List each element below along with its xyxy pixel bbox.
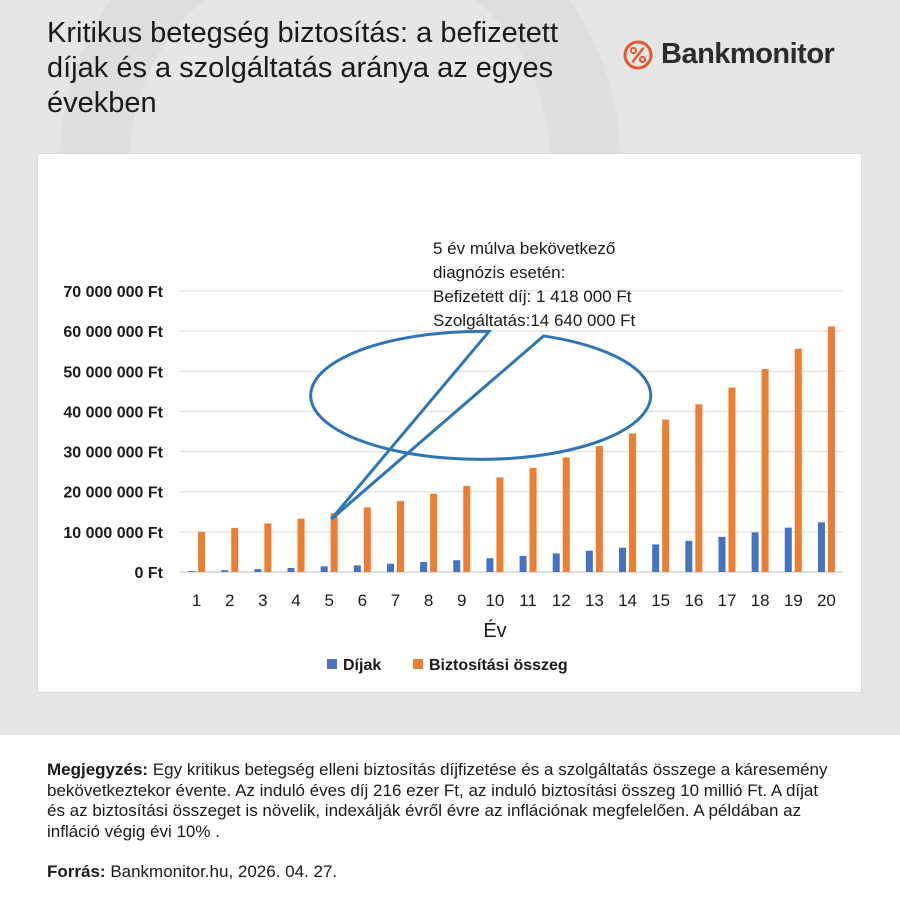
x-tick-label: 11 bbox=[519, 591, 537, 610]
callout-text bbox=[433, 237, 713, 333]
percent-icon bbox=[623, 40, 653, 70]
brand-logo bbox=[623, 38, 834, 71]
x-axis-title: Év bbox=[483, 620, 507, 642]
note-text: Egy kritikus betegség elleni biztosítás díjfizetése és a szolgáltatás összege a káresemény bekövetkeztekor évente. Az induló éves díj 216 ezer Ft, az induló biztosítási összeg 10 millió Ft. A díjat és az biztosítási összeget is növelik, indexálják évről évre az inflációnak megfelelően. A példában az infláció végig évi 10% . bbox=[47, 760, 828, 841]
page-title: Kritikus betegség biztosítás: a befizetett díjak és a szolgáltatás aránya az egyes években bbox=[47, 17, 558, 119]
x-tick-label: 10 bbox=[485, 591, 505, 610]
x-tick-label: 6 bbox=[357, 591, 368, 610]
x-tick-label: 18 bbox=[750, 591, 770, 610]
x-tick-label: 16 bbox=[684, 591, 704, 610]
x-tick-label: 17 bbox=[717, 591, 737, 610]
y-tick-label: 0 Ft bbox=[134, 565, 163, 582]
callout-line: Szolgáltatás:14 640 000 Ft bbox=[433, 311, 636, 330]
callout-line: 5 év múlva bekövetkező bbox=[433, 239, 616, 258]
y-tick-label: 10 000 000 Ft bbox=[63, 524, 163, 542]
source bbox=[47, 862, 337, 882]
y-tick-label: 60 000 000 Ft bbox=[63, 324, 163, 342]
y-tick-label: 30 000 000 Ft bbox=[63, 444, 163, 462]
x-tick-label: 20 bbox=[816, 591, 836, 610]
x-tick-label: 7 bbox=[390, 591, 401, 610]
footnote bbox=[47, 760, 837, 842]
note-label: Megjegyzés: bbox=[47, 760, 149, 779]
footer bbox=[0, 735, 900, 900]
brand-name: Bankmonitor bbox=[661, 38, 835, 70]
x-tick-label: 19 bbox=[783, 591, 803, 610]
source-label: Forrás: bbox=[47, 862, 106, 881]
x-tick-label: 3 bbox=[258, 591, 268, 610]
y-tick-label: 70 000 000 Ft bbox=[63, 284, 163, 301]
callout-line: diagnózis esetén: bbox=[433, 263, 566, 282]
x-tick-label: 9 bbox=[457, 591, 467, 610]
y-tick-label: 50 000 000 Ft bbox=[63, 364, 163, 382]
x-tick-label: 13 bbox=[584, 591, 604, 610]
chart-card bbox=[37, 153, 862, 693]
x-tick-label: 8 bbox=[423, 591, 434, 610]
legend-label: Díjak bbox=[343, 657, 382, 674]
x-tick-label: 12 bbox=[551, 591, 571, 610]
x-tick-label: 5 bbox=[324, 591, 334, 610]
x-tick-label: 4 bbox=[291, 591, 301, 610]
legend-label: Biztosítási összeg bbox=[429, 657, 568, 674]
x-tick-label: 15 bbox=[651, 591, 671, 610]
x-tick-label: 2 bbox=[224, 591, 235, 610]
callout-line: Befizetett díj: 1 418 000 Ft bbox=[433, 287, 632, 306]
source-text: Bankmonitor.hu, 2026. 04. 27. bbox=[110, 862, 338, 881]
y-tick-label: 40 000 000 Ft bbox=[63, 404, 163, 422]
x-tick-label: 1 bbox=[191, 591, 202, 610]
y-tick-label: 20 000 000 Ft bbox=[63, 484, 163, 502]
x-tick-label: 14 bbox=[618, 591, 637, 610]
